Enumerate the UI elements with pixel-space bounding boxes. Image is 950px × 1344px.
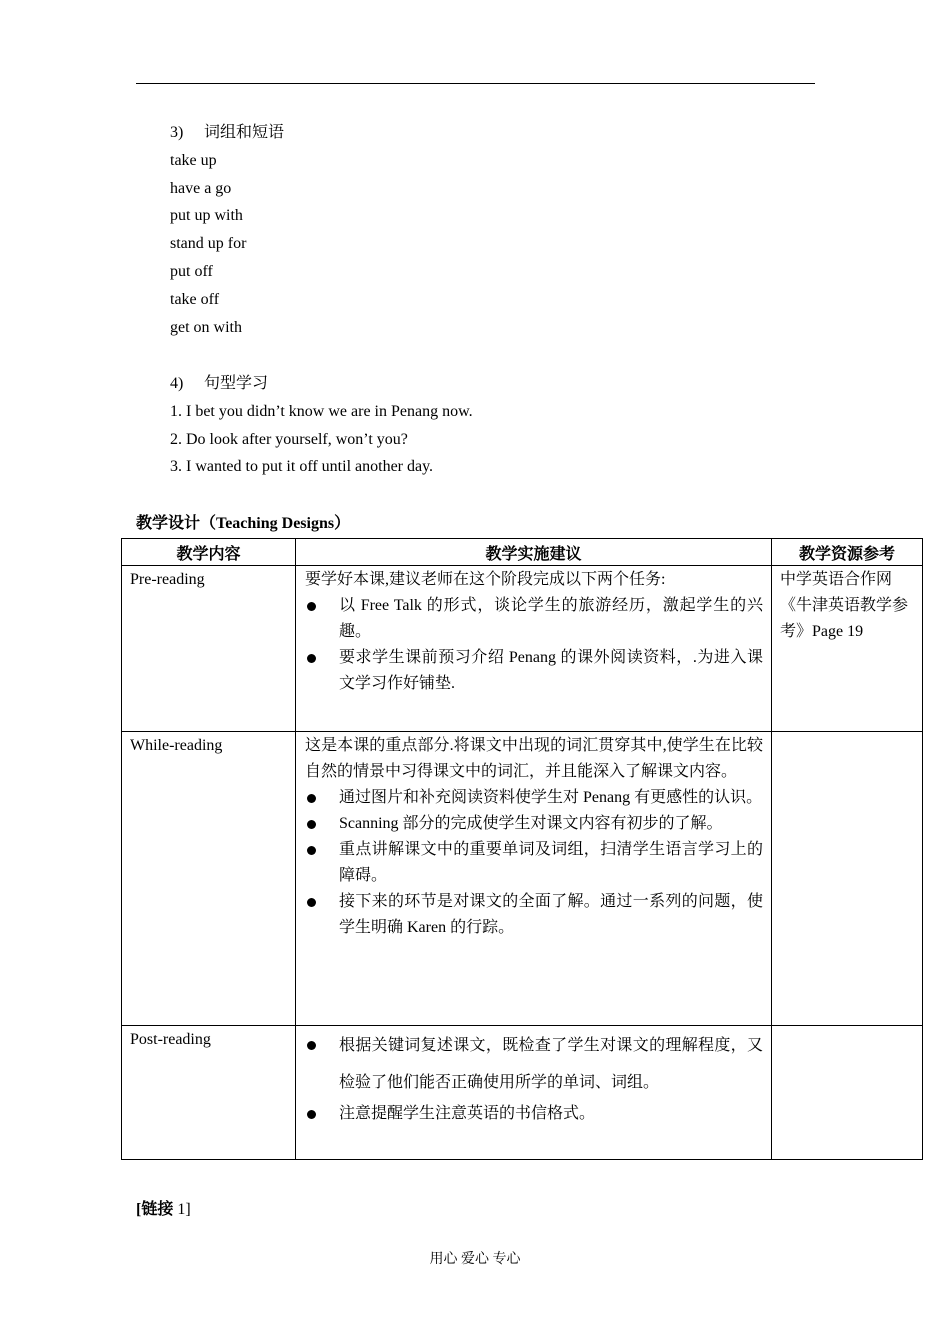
table-header-row: [122, 539, 923, 566]
stage-label: While-reading: [130, 737, 223, 754]
bullet-icon: [307, 820, 316, 829]
phrase-item: get on with: [170, 318, 242, 336]
phrases-section: [170, 119, 284, 341]
resource-text: 中学英语合作网《牛津英语教学参考》Page 19: [780, 571, 909, 640]
stage-label: Post-reading: [130, 1031, 211, 1048]
page-footer: 用心 爱心 专心: [429, 1252, 521, 1267]
bullet-icon: [307, 794, 316, 803]
list-item: 接下来的环节是对课文的全面了解。通过一系列的问题，使学生明确 Karen 的行踪。: [305, 889, 763, 941]
teaching-design-table: [121, 538, 923, 1160]
teaching-designs-title: 教学设计（Teaching Designs）: [136, 515, 351, 532]
phrase-item: have a go: [170, 179, 232, 197]
sentence-item: 3. I wanted to put it off until another day.: [170, 458, 434, 476]
suggestion-cell: [296, 566, 771, 697]
list-item: 通过图片和补充阅读资料使学生对 Penang 有更感性的认识。: [305, 785, 763, 811]
list-item: Scanning 部分的完成使学生对课文内容有初步的了解。: [305, 811, 763, 837]
table-row: [122, 1026, 923, 1160]
phrase-item: take off: [170, 290, 220, 308]
suggestion-cell: [296, 1026, 771, 1127]
table-row: [122, 566, 923, 732]
stage-label: Pre-reading: [130, 571, 205, 588]
sentences-heading: 4) 句型学习: [170, 375, 269, 392]
list-item: 要求学生课前预习介绍 Penang 的课外阅读资料，.为进入课文学习作好铺垫.: [305, 645, 763, 697]
bullet-icon: [307, 898, 316, 907]
sentence-item: 1. I bet you didn’t know we are in Penang now.: [170, 402, 473, 420]
resource-text: [772, 1026, 922, 1028]
phrases-heading: 3) 词组和短语: [170, 124, 285, 141]
sentences-section: [170, 370, 473, 481]
suggestion-intro: 这是本课的重点部分.将课文中出现的词汇贯穿其中,使学生在比较自然的情景中习得课文中的词汇，并且能深入了解课文内容。: [305, 737, 763, 780]
phrase-item: take up: [170, 151, 217, 169]
list-item: 重点讲解课文中的重要单词及词组，扫清学生语言学习上的障碍。: [305, 837, 763, 889]
phrase-item: put up with: [170, 207, 243, 225]
list-item: 注意提醒学生注意英语的书信格式。: [305, 1101, 763, 1127]
sentence-item: 2. Do look after yourself, won’t you?: [170, 430, 408, 448]
resource-text: [772, 732, 922, 734]
list-item: 根据关键词复述课文，既检查了学生对课文的理解程度，又检验了他们能否正确使用所学的单词、词组。: [305, 1027, 763, 1101]
bullet-icon: [307, 602, 316, 611]
bullet-icon: [307, 846, 316, 855]
table-row: [122, 732, 923, 1026]
bullet-icon: [307, 654, 316, 663]
bullet-icon: [307, 1110, 316, 1119]
column-header: 教学内容: [122, 539, 296, 566]
phrase-item: put off: [170, 262, 213, 280]
column-header: 教学实施建议: [296, 539, 772, 566]
link-label: [链接 1]: [136, 1201, 191, 1218]
list-item: 以 Free Talk 的形式，谈论学生的旅游经历，激起学生的兴趣。: [305, 593, 763, 645]
suggestion-intro: 要学好本课,建议老师在这个阶段完成以下两个任务:: [305, 571, 666, 588]
header-rule: [136, 83, 815, 84]
column-header: 教学资源参考: [772, 539, 923, 566]
bullet-icon: [307, 1041, 316, 1050]
phrase-item: stand up for: [170, 235, 247, 253]
suggestion-cell: [296, 732, 771, 941]
